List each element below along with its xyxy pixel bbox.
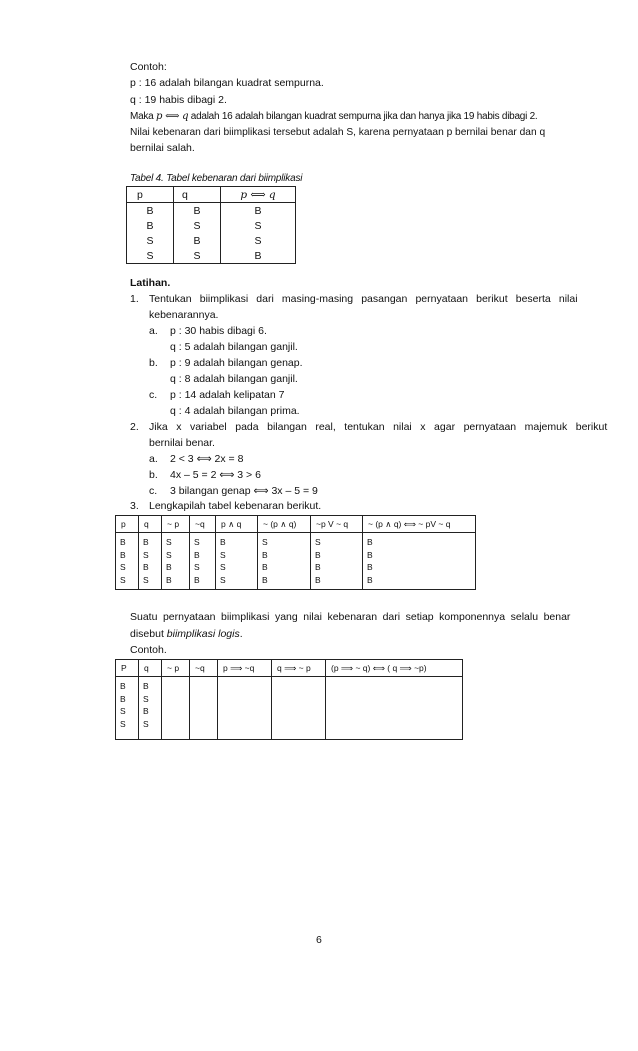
cell-value: B	[315, 562, 321, 572]
latihan-column-not-q	[190, 533, 216, 590]
logis-contoh: Contoh.	[130, 644, 167, 656]
cell-value: B	[166, 574, 172, 585]
item1-a-q: q : 5 adalah bilangan ganjil.	[170, 341, 298, 353]
table-row	[127, 248, 296, 264]
table4-cell: S	[221, 233, 296, 248]
maka-suffix: adalah 16 adalah bilangan kuadrat sempurna jika dan hanya jika 19 habis dibagi 2.	[190, 111, 538, 122]
cell-value: B	[315, 549, 321, 560]
cell-value: B	[262, 562, 268, 572]
cell-value: B	[143, 706, 149, 716]
table4-header: q	[174, 187, 221, 203]
maka-prefix: Maka	[130, 111, 154, 122]
cell-value: B	[220, 537, 226, 547]
latihan-column-not-p-and-q	[258, 533, 311, 590]
latihan-item3-number: 3.	[130, 500, 139, 512]
table-row	[127, 218, 296, 233]
cell-value: B	[315, 574, 321, 585]
logis-line1: Suatu pernyataan biimplikasi yang nilai kebenaran dari setiap komponennya selalu benar	[130, 611, 571, 623]
example-maka-line	[130, 109, 537, 124]
logis-table-header-row	[116, 660, 463, 677]
latihan-item2-text-line1: Jika x variabel pada bilangan real, tentukan nilai x agar pernyataan majemuk berikut	[149, 421, 608, 433]
latihan-item1-number: 1.	[130, 293, 139, 305]
logis-column-not-q	[190, 677, 218, 740]
logis-table-header: p ⟹ ~q	[218, 660, 272, 677]
cell-value: B	[120, 537, 126, 547]
latihan-table-header: q	[139, 516, 162, 533]
logis-table-header: P	[116, 660, 139, 677]
logis-column-p-implies-not-q	[218, 677, 272, 740]
logis-table-header: q	[139, 660, 162, 677]
cell-value: B	[143, 562, 149, 572]
example-truth-line2: bernilai salah.	[130, 142, 195, 154]
cell-value: S	[120, 706, 126, 716]
cell-value: S	[120, 562, 126, 572]
table-row	[127, 233, 296, 248]
cell-value: B	[367, 549, 373, 560]
example-q: q : 19 habis dibagi 2.	[130, 94, 227, 106]
latihan-column-p-and-q	[216, 533, 258, 590]
latihan-title: Latihan.	[130, 277, 171, 289]
logis-line2	[130, 627, 243, 642]
table4-cell: S	[127, 248, 174, 264]
table-row	[116, 533, 476, 590]
latihan-table-header: ~q	[190, 516, 216, 533]
example-heading: Contoh:	[130, 61, 167, 73]
cell-value: S	[143, 718, 149, 729]
logis-table-header: ~ p	[162, 660, 190, 677]
table4-cell: B	[174, 203, 221, 219]
cell-value: B	[120, 681, 126, 691]
cell-value: S	[194, 537, 200, 547]
cell-value: S	[220, 574, 226, 585]
latihan-column-p	[116, 533, 139, 590]
item1-a-p: p : 30 habis dibagi 6.	[170, 325, 267, 337]
table4-cell: B	[221, 203, 296, 219]
item2-c-text: 3 bilangan genap ⟺ 3x – 5 = 9	[170, 485, 318, 497]
cell-value: S	[315, 537, 321, 547]
cell-value: B	[166, 562, 172, 572]
table4-cell: S	[174, 248, 221, 264]
item1-c-label: c.	[149, 389, 158, 401]
cell-value: S	[143, 693, 149, 704]
latihan-truth-table	[115, 515, 476, 590]
table4-cell: S	[221, 218, 296, 233]
latihan-item1-text-line1: Tentukan biimplikasi dari masing-masing pasangan pernyataan berikut beserta nilai	[149, 293, 578, 305]
cell-value: B	[194, 574, 200, 585]
table4-caption: Tabel 4. Tabel kebenaran dari biimplikasi	[130, 173, 303, 184]
table4-header: p	[127, 187, 174, 203]
table4-header: p ⟺ q	[221, 187, 296, 203]
logis-column-p	[116, 677, 139, 740]
latihan-table-header: p ∧ q	[216, 516, 258, 533]
cell-value: B	[367, 562, 373, 572]
table4-cell: B	[221, 248, 296, 264]
cell-value: B	[262, 549, 268, 560]
example-p: p : 16 adalah bilangan kuadrat sempurna.	[130, 77, 324, 89]
latihan-item3-text: Lengkapilah tabel kebenaran berikut.	[149, 500, 322, 512]
latihan-column-not-p	[162, 533, 190, 590]
example-truth-line1: Nilai kebenaran dari biimplikasi tersebut adalah S, karena pernyataan p bernilai benar dan q	[130, 127, 546, 138]
item2-b-text: 4x – 5 = 2 ⟺ 3 > 6	[170, 469, 261, 481]
cell-value: S	[143, 549, 149, 560]
table4-cell: B	[127, 218, 174, 233]
logis-table-header: (p ⟹ ~ q) ⟺ ( q ⟹ ~p)	[326, 660, 463, 677]
latihan-column-not-p-or-not-q	[311, 533, 363, 590]
item2-a-label: a.	[149, 453, 158, 465]
latihan-column-biimplication	[363, 533, 476, 590]
cell-value: S	[143, 574, 149, 585]
latihan-item1-text-line2: kebenarannya.	[149, 309, 219, 321]
logis-column-q	[139, 677, 162, 740]
logis-term: biimplikasi logis	[166, 628, 240, 640]
latihan-table-header: ~ p	[162, 516, 190, 533]
item1-a-label: a.	[149, 325, 158, 337]
latihan-table-header: ~p V ~ q	[311, 516, 363, 533]
latihan-table-header-row	[116, 516, 476, 533]
logis-column-not-p	[162, 677, 190, 740]
table4-cell: S	[174, 218, 221, 233]
table-row	[116, 677, 463, 740]
table4-cell: B	[127, 203, 174, 219]
page-number: 6	[316, 934, 322, 946]
latihan-item2-number: 2.	[130, 421, 139, 433]
item1-b-p: p : 9 adalah bilangan genap.	[170, 357, 303, 369]
cell-value: B	[120, 549, 126, 560]
cell-value: S	[262, 537, 268, 547]
logis-prefix: disebut	[130, 628, 164, 640]
cell-value: S	[220, 562, 226, 572]
item2-a-text: 2 < 3 ⟺ 2x = 8	[170, 453, 244, 465]
maka-formula: p ⟺ q	[155, 111, 189, 122]
cell-value: S	[120, 718, 126, 729]
table-row	[127, 203, 296, 219]
cell-value: B	[367, 574, 373, 585]
latihan-column-q	[139, 533, 162, 590]
cell-value: B	[194, 549, 200, 560]
table4-cell: B	[174, 233, 221, 248]
latihan-table-header: p	[116, 516, 139, 533]
latihan-table-header: ~ (p ∧ q) ⟺ ~ pV ~ q	[363, 516, 476, 533]
cell-value: B	[143, 537, 149, 547]
table4-biimplication	[126, 186, 296, 264]
cell-value: B	[143, 681, 149, 691]
item1-b-label: b.	[149, 357, 158, 369]
item2-c-label: c.	[149, 485, 158, 497]
cell-value: S	[220, 549, 226, 560]
logis-truth-table	[115, 659, 463, 740]
table4-cell: S	[127, 233, 174, 248]
logis-suffix: .	[239, 628, 243, 640]
logis-column-biimplication	[326, 677, 463, 740]
table4-header-row	[127, 187, 296, 203]
cell-value: S	[166, 537, 172, 547]
cell-value: S	[194, 562, 200, 572]
item1-c-p: p : 14 adalah kelipatan 7	[170, 389, 285, 401]
logis-table-header: q ⟹ ~ p	[272, 660, 326, 677]
item1-c-q: q : 4 adalah bilangan prima.	[170, 405, 300, 417]
cell-value: S	[120, 574, 126, 585]
item1-b-q: q : 8 adalah bilangan ganjil.	[170, 373, 298, 385]
cell-value: S	[166, 549, 172, 560]
latihan-item2-text-line2: bernilai benar.	[149, 437, 215, 449]
cell-value: B	[367, 537, 373, 547]
cell-value: B	[262, 574, 268, 585]
item2-b-label: b.	[149, 469, 158, 481]
latihan-table-header: ~ (p ∧ q)	[258, 516, 311, 533]
logis-column-q-implies-not-p	[272, 677, 326, 740]
cell-value: B	[120, 693, 126, 704]
logis-table-header: ~q	[190, 660, 218, 677]
